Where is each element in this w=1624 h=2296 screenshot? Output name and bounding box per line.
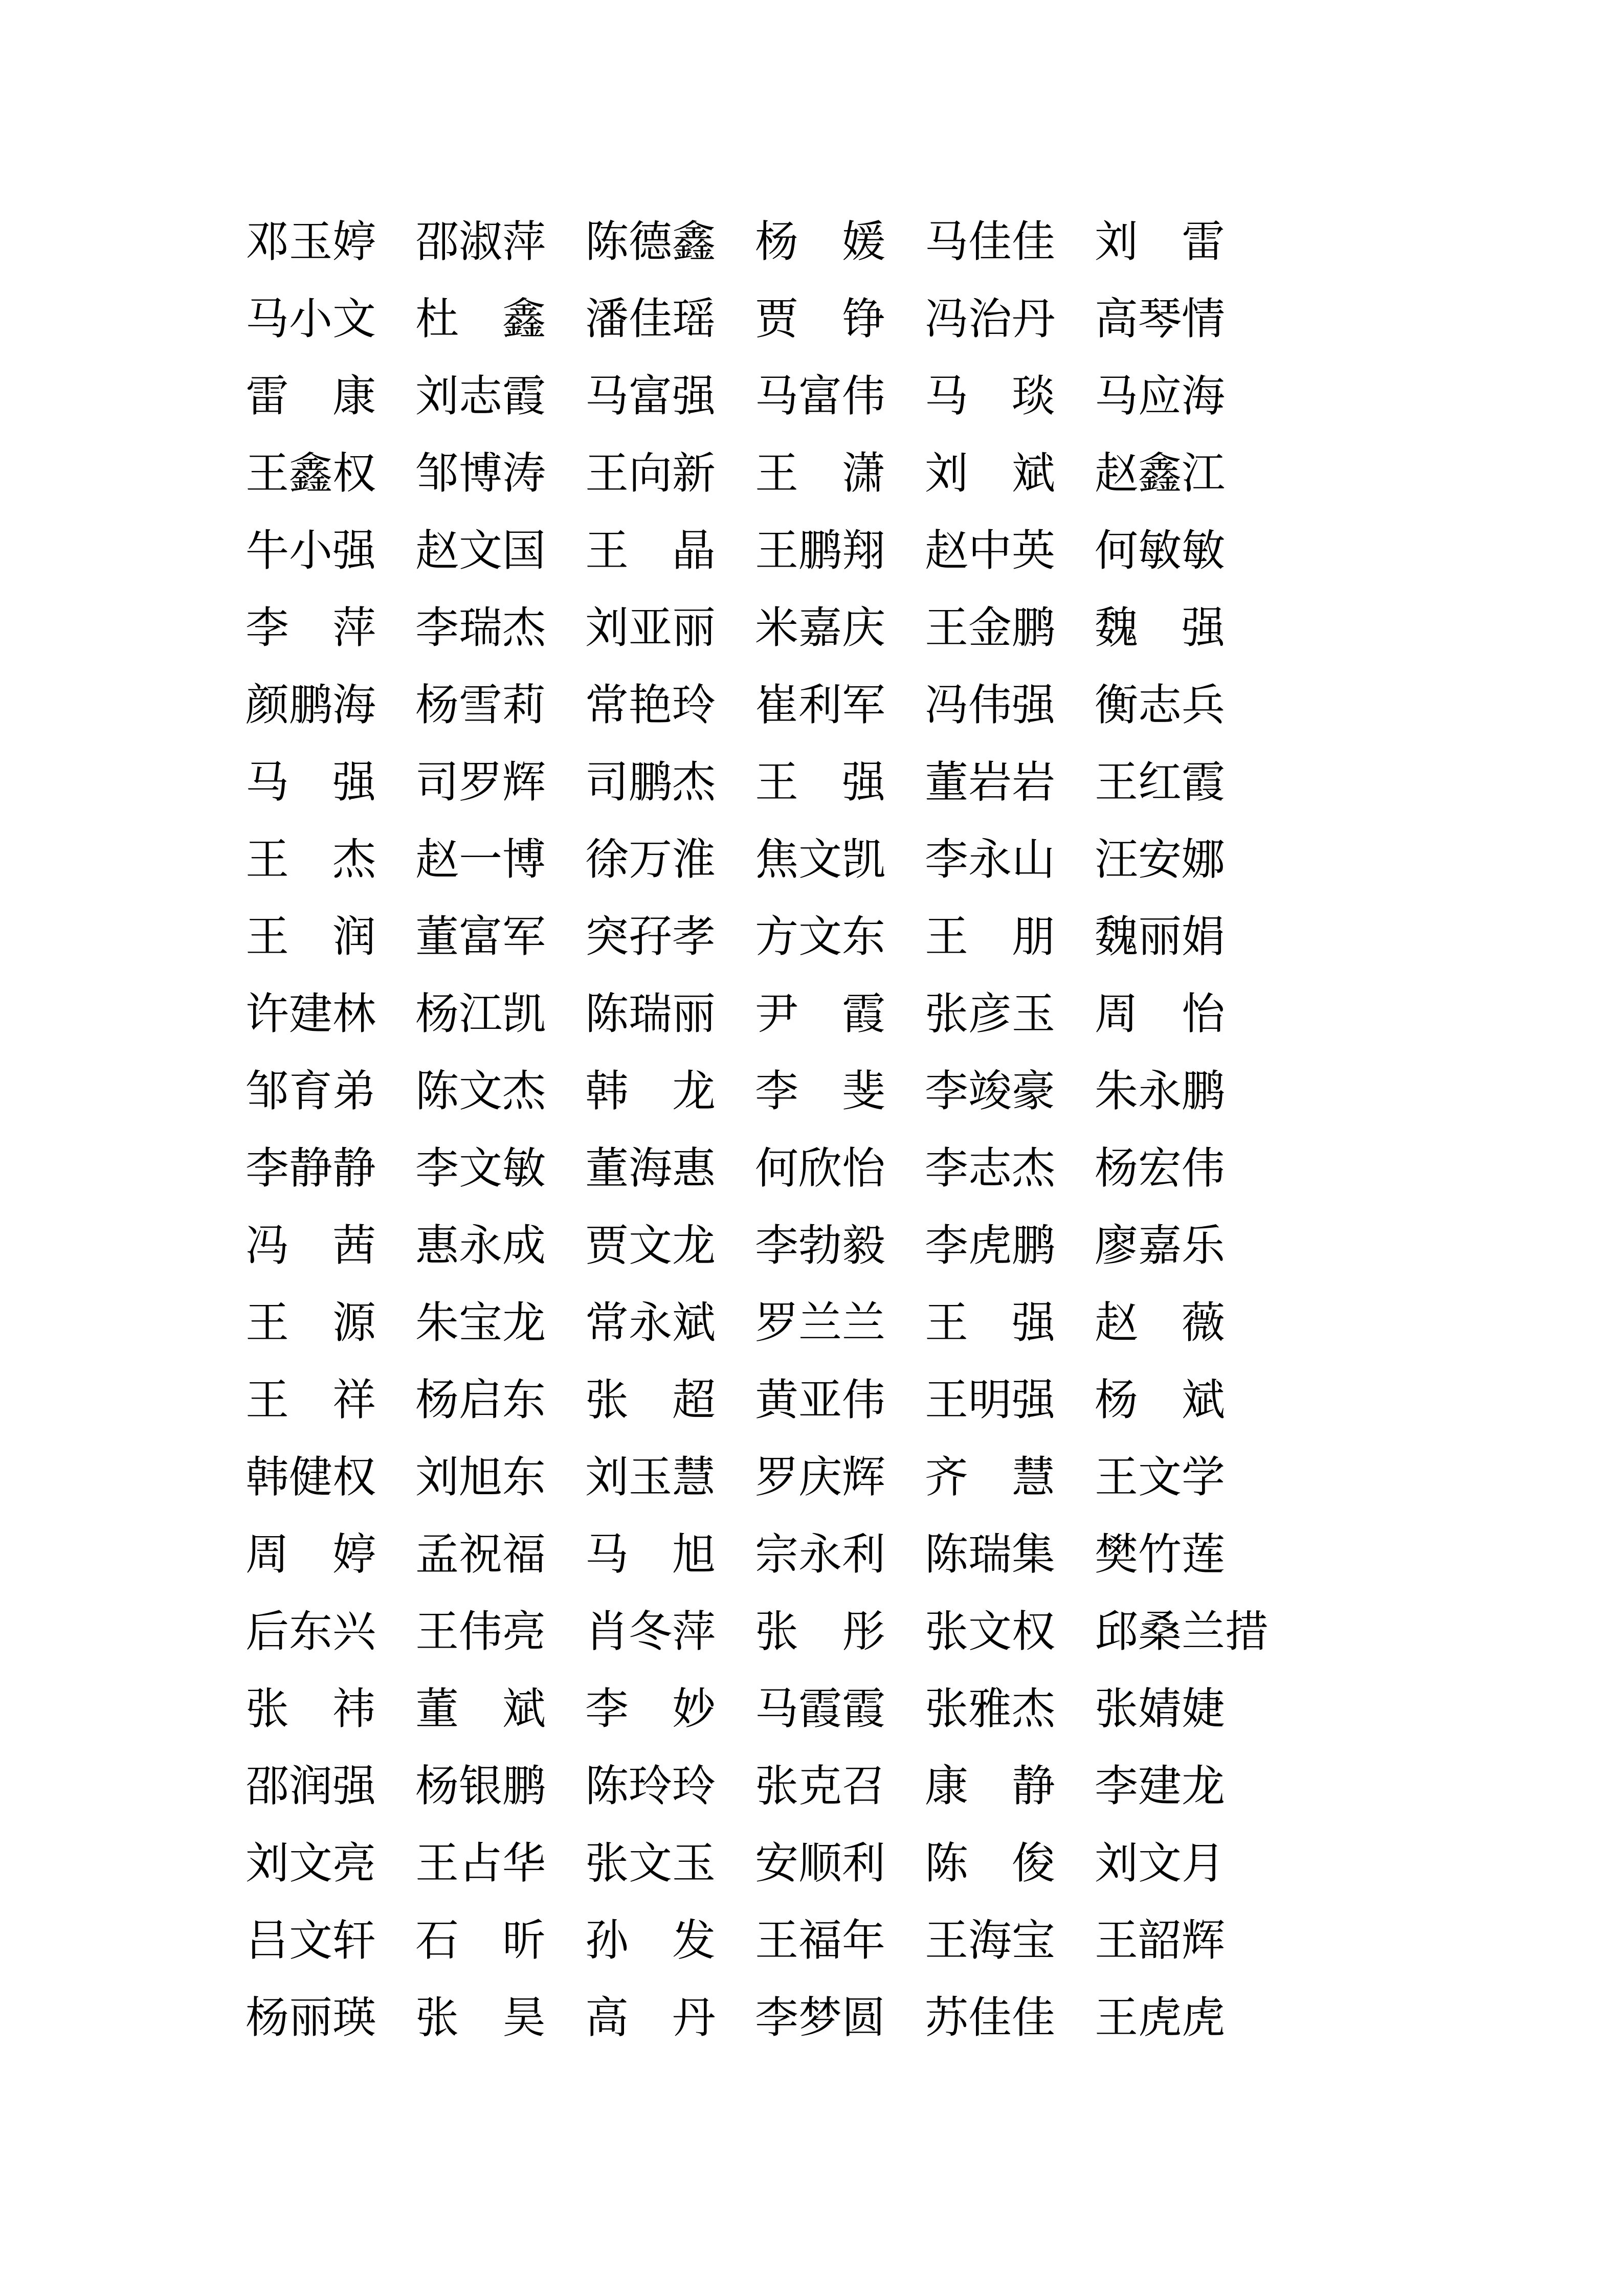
- person-name: 廖嘉乐: [1095, 1221, 1226, 1271]
- person-name: 樊竹莲: [1095, 1529, 1226, 1580]
- person-name: 杨银鹏: [415, 1761, 546, 1812]
- person-name: 李勃毅: [755, 1221, 886, 1271]
- person-name: 何欣怡: [755, 1143, 886, 1194]
- person-name: 后东兴: [246, 1607, 376, 1657]
- person-name: 刘文月: [1095, 1838, 1226, 1889]
- person-name: 赵中英: [925, 526, 1056, 576]
- person-name: 王 源: [246, 1298, 376, 1348]
- person-name: 韩健权: [246, 1452, 376, 1503]
- person-name: 黄亚伟: [755, 1375, 886, 1426]
- person-name: 王 润: [246, 912, 376, 962]
- person-name: 王福年: [755, 1916, 886, 1966]
- person-name: 陈 俊: [925, 1838, 1056, 1889]
- person-name: 张婧婕: [1095, 1684, 1226, 1735]
- person-name: 冯治丹: [925, 294, 1056, 345]
- person-name: 尹 霞: [755, 989, 886, 1040]
- person-name: 陈玲玲: [585, 1761, 716, 1812]
- person-name: 康 静: [925, 1761, 1056, 1812]
- person-name: 杜 鑫: [415, 294, 546, 345]
- person-name: 马应海: [1095, 371, 1226, 422]
- person-name: 刘亚丽: [585, 603, 716, 654]
- person-name: 赵 薇: [1095, 1298, 1226, 1348]
- person-name: 齐 慧: [925, 1452, 1056, 1503]
- person-name: 李永山: [925, 835, 1056, 885]
- person-name: 杨启东: [415, 1375, 546, 1426]
- person-name: 魏 强: [1095, 603, 1226, 654]
- person-name: 苏佳佳: [925, 1993, 1056, 2043]
- person-name: 王金鹏: [925, 603, 1056, 654]
- person-name: 李静静: [246, 1143, 376, 1194]
- person-name: 张文玉: [585, 1838, 716, 1889]
- person-name: 张 超: [585, 1375, 716, 1426]
- person-name: 孙 发: [585, 1916, 716, 1966]
- person-name: 石 昕: [415, 1916, 546, 1966]
- person-name: 焦文凯: [755, 835, 886, 885]
- person-name: 董岩岩: [925, 757, 1056, 808]
- person-name: 朱永鹏: [1095, 1066, 1226, 1117]
- person-name: 刘志霞: [415, 371, 546, 422]
- person-name: 李竣豪: [925, 1066, 1056, 1117]
- person-name: 李梦圆: [755, 1993, 886, 2043]
- person-name: 张雅杰: [925, 1684, 1056, 1735]
- person-name: 牛小强: [246, 526, 376, 576]
- person-name: 王明强: [925, 1375, 1056, 1426]
- person-name: 陈瑞集: [925, 1529, 1056, 1580]
- person-name: 马 旭: [585, 1529, 716, 1580]
- person-name: 常艳玲: [585, 680, 716, 731]
- person-name: 王 晶: [585, 526, 716, 576]
- person-name: 朱宝龙: [415, 1298, 546, 1348]
- person-name: 王 杰: [246, 835, 376, 885]
- person-name: 马 强: [246, 757, 376, 808]
- person-name: 马小文: [246, 294, 376, 345]
- person-name: 李 萍: [246, 603, 376, 654]
- person-name: 王文学: [1095, 1452, 1226, 1503]
- person-name: 张 彤: [755, 1607, 886, 1657]
- person-name: 马 琰: [925, 371, 1056, 422]
- person-name: 杨雪莉: [415, 680, 546, 731]
- person-name: 陈文杰: [415, 1066, 546, 1117]
- person-name: 王伟亮: [415, 1607, 546, 1657]
- person-name: 安顺利: [755, 1838, 886, 1889]
- person-name: 杨 媛: [755, 217, 886, 267]
- person-name: 衡志兵: [1095, 680, 1226, 731]
- person-name: 颜鹏海: [246, 680, 376, 731]
- person-name: 邵淑萍: [415, 217, 546, 267]
- person-name: 惠永成: [415, 1221, 546, 1271]
- person-name: 邓玉婷: [246, 217, 376, 267]
- person-name: 李 妙: [585, 1684, 716, 1735]
- person-name: 贾文龙: [585, 1221, 716, 1271]
- person-name: 李志杰: [925, 1143, 1056, 1194]
- person-name: 王韶辉: [1095, 1916, 1226, 1966]
- person-name: 王 强: [755, 757, 886, 808]
- person-name: 冯伟强: [925, 680, 1056, 731]
- person-name: 王 祥: [246, 1375, 376, 1426]
- person-name: 高 丹: [585, 1993, 716, 2043]
- person-name: 王鹏翔: [755, 526, 886, 576]
- person-name: 周 婷: [246, 1529, 376, 1580]
- person-name: 张彦玉: [925, 989, 1056, 1040]
- person-name: 李瑞杰: [415, 603, 546, 654]
- person-name: 常永斌: [585, 1298, 716, 1348]
- person-name: 高琴情: [1095, 294, 1226, 345]
- person-name: 韩 龙: [585, 1066, 716, 1117]
- person-name: 孟祝福: [415, 1529, 546, 1580]
- person-name: 许建林: [246, 989, 376, 1040]
- person-name: 王 朋: [925, 912, 1056, 962]
- person-name: 董海惠: [585, 1143, 716, 1194]
- person-name: 方文东: [755, 912, 886, 962]
- person-name: 司罗辉: [415, 757, 546, 808]
- person-name: 宗永利: [755, 1529, 886, 1580]
- person-name: 马佳佳: [925, 217, 1056, 267]
- person-name: 邱桑兰措: [1095, 1607, 1269, 1657]
- person-name: 王海宝: [925, 1916, 1056, 1966]
- person-name: 冯 茜: [246, 1221, 376, 1271]
- person-name: 王鑫权: [246, 448, 376, 499]
- person-name: 吕文轩: [246, 1916, 376, 1966]
- person-name: 刘玉慧: [585, 1452, 716, 1503]
- person-name: 李建龙: [1095, 1761, 1226, 1812]
- person-name: 张 祎: [246, 1684, 376, 1735]
- person-name: 张文权: [925, 1607, 1056, 1657]
- person-name: 张克召: [755, 1761, 886, 1812]
- person-name: 王 潇: [755, 448, 886, 499]
- person-name: 陈德鑫: [585, 217, 716, 267]
- person-name: 陈瑞丽: [585, 989, 716, 1040]
- person-name: 马富伟: [755, 371, 886, 422]
- person-name: 贾 铮: [755, 294, 886, 345]
- person-name: 刘文亮: [246, 1838, 376, 1889]
- person-name: 突孖孝: [585, 912, 716, 962]
- person-name: 邵润强: [246, 1761, 376, 1812]
- person-name: 杨 斌: [1095, 1375, 1226, 1426]
- person-name: 周 怡: [1095, 989, 1226, 1040]
- person-name: 马富强: [585, 371, 716, 422]
- person-name: 王占华: [415, 1838, 546, 1889]
- person-name: 王向新: [585, 448, 716, 499]
- person-name: 刘 斌: [925, 448, 1056, 499]
- person-name: 刘 雷: [1095, 217, 1226, 267]
- person-name: 潘佳瑶: [585, 294, 716, 345]
- person-name: 司鹏杰: [585, 757, 716, 808]
- person-name: 罗庆辉: [755, 1452, 886, 1503]
- person-name: 马霞霞: [755, 1684, 886, 1735]
- person-name: 赵文国: [415, 526, 546, 576]
- person-name: 李 斐: [755, 1066, 886, 1117]
- person-name: 邹育弟: [246, 1066, 376, 1117]
- person-name: 赵鑫江: [1095, 448, 1226, 499]
- person-name: 肖冬萍: [585, 1607, 716, 1657]
- person-name: 汪安娜: [1095, 835, 1226, 885]
- person-name: 刘旭东: [415, 1452, 546, 1503]
- person-name: 杨丽瑛: [246, 1993, 376, 2043]
- person-name: 魏丽娟: [1095, 912, 1226, 962]
- person-name: 雷 康: [246, 371, 376, 422]
- person-name: 张 昊: [415, 1993, 546, 2043]
- person-name: 王红霞: [1095, 757, 1226, 808]
- person-name: 李虎鹏: [925, 1221, 1056, 1271]
- person-name: 徐万淮: [585, 835, 716, 885]
- person-name: 赵一博: [415, 835, 546, 885]
- person-name: 罗兰兰: [755, 1298, 886, 1348]
- person-name: 杨宏伟: [1095, 1143, 1226, 1194]
- person-name: 王虎虎: [1095, 1993, 1226, 2043]
- person-name: 李文敏: [415, 1143, 546, 1194]
- person-name: 王 强: [925, 1298, 1056, 1348]
- person-name: 邹博涛: [415, 448, 546, 499]
- person-name: 杨江凯: [415, 989, 546, 1040]
- person-name: 何敏敏: [1095, 526, 1226, 576]
- person-name: 董富军: [415, 912, 546, 962]
- person-name: 董 斌: [415, 1684, 546, 1735]
- person-name: 米嘉庆: [755, 603, 886, 654]
- person-name: 崔利军: [755, 680, 886, 731]
